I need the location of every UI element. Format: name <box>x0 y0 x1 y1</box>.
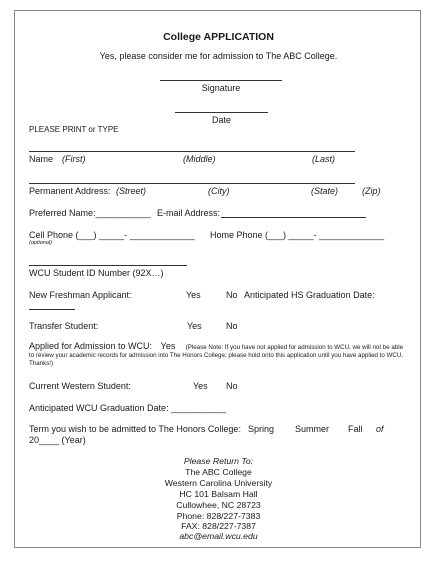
return-heading: Please Return To: <box>183 456 254 466</box>
applied-block <box>29 342 404 368</box>
home-phone-field[interactable]: Home Phone (___) _____- _____________ <box>210 230 385 240</box>
term-summer-option[interactable]: Summer <box>295 424 330 434</box>
name-line[interactable] <box>29 151 355 152</box>
date-label: Date <box>211 115 231 125</box>
return-line: The ABC College <box>185 467 252 477</box>
freshman-label: New Freshman Applicant: <box>29 290 132 300</box>
hs-graduation-line[interactable] <box>29 309 75 310</box>
preferred-name-field[interactable]: Preferred Name:___________ <box>29 208 151 218</box>
wcu-graduation-field[interactable]: Anticipated WCU Graduation Date: ___________ <box>29 403 227 413</box>
return-line: Cullowhee, NC 28723 <box>176 500 261 510</box>
term-of-text: of <box>376 424 384 434</box>
applied-note-rest: to WCU, we will not be able to review your academic records for admission into The Honors College; please hold onto this application until you have applied to WCU. Thanks!) <box>29 344 404 367</box>
applied-label: Applied for Admission to WCU: <box>29 341 153 351</box>
transfer-yes-option[interactable]: Yes <box>187 321 202 331</box>
return-line: Western Carolina University <box>164 478 273 488</box>
transfer-label: Transfer Student: <box>29 321 99 331</box>
intro-text: Yes, please consider me for admission to The ABC College. <box>99 51 338 61</box>
address-state-label: (State) <box>311 186 339 196</box>
term-label: Term you wish to be admitted to The Honors College: <box>29 424 241 434</box>
current-yes-option[interactable]: Yes <box>193 381 208 391</box>
cell-phone-field[interactable]: Cell Phone (___) _____- _____________ <box>29 230 195 240</box>
freshman-yes-option[interactable]: Yes <box>186 290 201 300</box>
return-email[interactable]: abc@email.wcu.edu <box>179 531 258 541</box>
email-label: E-mail Address: <box>157 208 221 218</box>
address-street-label: (Street) <box>116 186 147 196</box>
cell-optional-note: (optional) <box>29 240 52 246</box>
current-student-label: Current Western Student: <box>29 381 131 391</box>
address-label: Permanent Address: <box>29 186 111 196</box>
term-fall-option[interactable]: Fall <box>348 424 363 434</box>
name-first-label: (First) <box>62 154 86 164</box>
return-line: Phone: 828/227-7383 <box>176 511 261 521</box>
hs-graduation-label: Anticipated HS Graduation Date: <box>244 290 375 300</box>
applied-yes-option[interactable]: Yes <box>160 341 176 351</box>
freshman-no-option[interactable]: No <box>226 290 238 300</box>
signature-line[interactable] <box>160 80 282 81</box>
student-id-line[interactable] <box>29 265 187 266</box>
date-line[interactable] <box>175 112 268 113</box>
student-id-label: WCU Student ID Number (92X…) <box>29 268 164 278</box>
name-last-label: (Last) <box>312 154 336 164</box>
signature-label: Signature <box>201 83 241 93</box>
current-no-option[interactable]: No <box>226 381 238 391</box>
print-instruction: PLEASE PRINT or TYPE <box>29 125 119 134</box>
address-zip-label: (Zip) <box>362 186 381 196</box>
address-city-label: (City) <box>208 186 230 196</box>
form-title: College APPLICATION <box>163 31 274 43</box>
applied-note-start: (Please Note: If you have not applied for admission <box>185 344 326 351</box>
transfer-no-option[interactable]: No <box>226 321 238 331</box>
term-spring-option[interactable]: Spring <box>248 424 275 434</box>
name-middle-label: (Middle) <box>183 154 216 164</box>
return-line: FAX: 828/227-7387 <box>181 521 256 531</box>
email-line[interactable] <box>221 217 366 218</box>
return-line: HC 101 Balsam Hall <box>179 489 258 499</box>
term-year-field[interactable]: 20____ (Year) <box>29 435 86 445</box>
address-line[interactable] <box>29 183 355 184</box>
name-label: Name <box>29 154 54 164</box>
